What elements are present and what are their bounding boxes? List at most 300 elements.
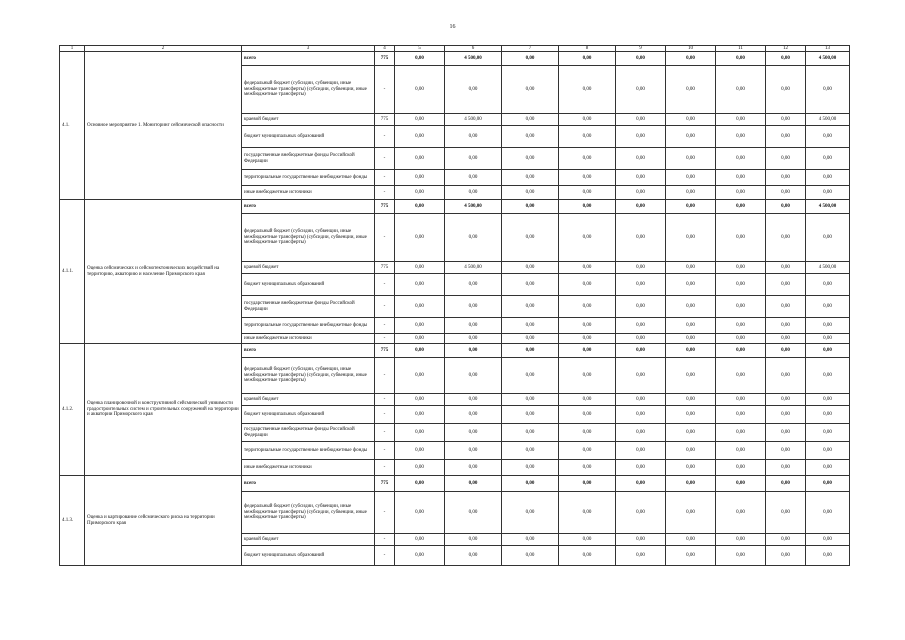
grbs-code: 775 (375, 476, 395, 492)
amount-cell: 0,00 (806, 274, 850, 296)
amount-cell: 0,00 (559, 492, 616, 534)
row-number: 4.1.1. (60, 200, 85, 344)
funding-source: территориальные государственные внебюджетные фонды (242, 442, 375, 460)
amount-cell: 0,00 (716, 334, 766, 344)
grbs-code: 775 (375, 262, 395, 274)
amount-cell: 0,00 (502, 52, 559, 66)
amount-cell: 0,00 (616, 344, 666, 358)
amount-cell: 0,00 (395, 52, 445, 66)
amount-cell: 0,00 (559, 358, 616, 394)
amount-cell: 0,00 (445, 460, 502, 476)
header-cell: 8 (559, 46, 616, 52)
amount-cell: 0,00 (445, 546, 502, 566)
amount-cell: 0,00 (395, 296, 445, 318)
amount-cell: 4 500,00 (806, 200, 850, 214)
grbs-code: - (375, 358, 395, 394)
amount-cell: 0,00 (395, 274, 445, 296)
funding-source: краевой бюджет (242, 394, 375, 406)
amount-cell: 0,00 (395, 406, 445, 424)
grbs-code: - (375, 126, 395, 148)
amount-cell: 0,00 (716, 200, 766, 214)
funding-source: федеральный бюджет (субсидии, субвенции, иные межбюджетные трансферты) (субсидии, субвенции, иные межбюджетные трансферты) (242, 492, 375, 534)
funding-source: бюджет муниципальных образований (242, 406, 375, 424)
amount-cell: 0,00 (445, 274, 502, 296)
budget-table (59, 45, 850, 566)
amount-cell: 0,00 (502, 126, 559, 148)
header-cell: 13 (806, 46, 850, 52)
amount-cell: 0,00 (716, 214, 766, 262)
amount-cell: 4 500,00 (806, 114, 850, 126)
amount-cell: 0,00 (716, 170, 766, 186)
amount-cell: 0,00 (716, 476, 766, 492)
amount-cell: 0,00 (559, 214, 616, 262)
amount-cell: 0,00 (766, 52, 806, 66)
funding-source: всего (242, 476, 375, 492)
amount-cell: 0,00 (666, 170, 716, 186)
amount-cell: 0,00 (445, 318, 502, 334)
grbs-code: - (375, 148, 395, 170)
amount-cell: 0,00 (616, 148, 666, 170)
amount-cell: 0,00 (766, 406, 806, 424)
amount-cell: 4 500,00 (445, 114, 502, 126)
amount-cell: 0,00 (666, 424, 716, 442)
amount-cell: 0,00 (559, 318, 616, 334)
amount-cell: 0,00 (666, 358, 716, 394)
funding-source: бюджет муниципальных образований (242, 546, 375, 566)
header-cell: 5 (395, 46, 445, 52)
amount-cell: 0,00 (559, 52, 616, 66)
amount-cell: 0,00 (666, 442, 716, 460)
amount-cell: 0,00 (559, 114, 616, 126)
header-cell: 9 (616, 46, 666, 52)
header-cell: 7 (502, 46, 559, 52)
amount-cell: 0,00 (445, 424, 502, 442)
amount-cell: 0,00 (716, 262, 766, 274)
amount-cell: 0,00 (559, 394, 616, 406)
amount-cell: 0,00 (716, 460, 766, 476)
amount-cell: 0,00 (445, 334, 502, 344)
amount-cell: 0,00 (806, 492, 850, 534)
amount-cell: 0,00 (716, 358, 766, 394)
amount-cell: 0,00 (395, 460, 445, 476)
amount-cell: 0,00 (502, 534, 559, 546)
amount-cell: 0,00 (806, 170, 850, 186)
amount-cell: 0,00 (502, 262, 559, 274)
row-number: 4.1.3. (60, 476, 85, 566)
amount-cell: 0,00 (445, 170, 502, 186)
amount-cell: 0,00 (666, 534, 716, 546)
amount-cell: 0,00 (395, 66, 445, 114)
amount-cell: 0,00 (806, 424, 850, 442)
funding-source: бюджет муниципальных образований (242, 274, 375, 296)
amount-cell: 0,00 (445, 148, 502, 170)
amount-cell: 0,00 (559, 126, 616, 148)
amount-cell: 0,00 (716, 126, 766, 148)
header-cell: 6 (445, 46, 502, 52)
header-cell: 10 (666, 46, 716, 52)
amount-cell: 0,00 (616, 424, 666, 442)
amount-cell: 0,00 (666, 492, 716, 534)
amount-cell: 0,00 (445, 126, 502, 148)
amount-cell: 0,00 (395, 358, 445, 394)
funding-source: краевой бюджет (242, 262, 375, 274)
amount-cell: 0,00 (806, 546, 850, 566)
header-cell: 4 (375, 46, 395, 52)
amount-cell: 0,00 (766, 296, 806, 318)
amount-cell: 0,00 (616, 460, 666, 476)
amount-cell: 0,00 (445, 186, 502, 200)
funding-source: федеральный бюджет (субсидии, субвенции, иные межбюджетные трансферты) (субсидии, субвенции, иные межбюджетные трансферты) (242, 214, 375, 262)
amount-cell: 0,00 (806, 442, 850, 460)
row-number: 4.1. (60, 52, 85, 200)
amount-cell: 0,00 (766, 262, 806, 274)
activity-name: Оценка планировочной и конструктивной сейсмической уязвимости градостроительных систем и строительных сооружений на территории и акватории Приморского края (85, 344, 242, 476)
grbs-code: - (375, 460, 395, 476)
amount-cell: 0,00 (616, 492, 666, 534)
grbs-code: - (375, 214, 395, 262)
amount-cell: 0,00 (445, 442, 502, 460)
funding-source: всего (242, 344, 375, 358)
amount-cell: 0,00 (502, 214, 559, 262)
amount-cell: 0,00 (559, 262, 616, 274)
amount-cell: 0,00 (502, 442, 559, 460)
amount-cell: 0,00 (616, 334, 666, 344)
amount-cell: 0,00 (559, 476, 616, 492)
amount-cell: 0,00 (395, 214, 445, 262)
amount-cell: 0,00 (666, 52, 716, 66)
amount-cell: 0,00 (806, 534, 850, 546)
amount-cell: 0,00 (616, 296, 666, 318)
amount-cell: 0,00 (716, 52, 766, 66)
amount-cell: 0,00 (559, 200, 616, 214)
amount-cell: 0,00 (766, 318, 806, 334)
amount-cell: 0,00 (445, 358, 502, 394)
activity-name: Основное мероприятие 1. Мониторинг сейсмической опасности (85, 52, 242, 200)
amount-cell: 0,00 (806, 344, 850, 358)
grbs-code: - (375, 394, 395, 406)
amount-cell: 0,00 (445, 394, 502, 406)
amount-cell: 0,00 (559, 274, 616, 296)
amount-cell: 0,00 (502, 358, 559, 394)
amount-cell: 0,00 (616, 358, 666, 394)
funding-source: территориальные государственные внебюджетные фонды (242, 170, 375, 186)
amount-cell: 0,00 (502, 460, 559, 476)
amount-cell: 0,00 (766, 476, 806, 492)
amount-cell: 0,00 (716, 344, 766, 358)
amount-cell: 0,00 (616, 126, 666, 148)
amount-cell: 0,00 (616, 318, 666, 334)
amount-cell: 0,00 (445, 66, 502, 114)
amount-cell: 0,00 (616, 214, 666, 262)
amount-cell: 4 500,00 (806, 52, 850, 66)
amount-cell: 0,00 (395, 318, 445, 334)
amount-cell: 0,00 (806, 214, 850, 262)
amount-cell: 0,00 (502, 66, 559, 114)
amount-cell: 0,00 (666, 148, 716, 170)
amount-cell: 4 500,00 (445, 52, 502, 66)
amount-cell: 0,00 (806, 476, 850, 492)
amount-cell: 0,00 (395, 534, 445, 546)
amount-cell: 0,00 (445, 344, 502, 358)
amount-cell: 0,00 (395, 262, 445, 274)
amount-cell: 0,00 (666, 200, 716, 214)
amount-cell: 0,00 (716, 296, 766, 318)
amount-cell: 0,00 (666, 186, 716, 200)
amount-cell: 0,00 (502, 114, 559, 126)
amount-cell: 0,00 (502, 492, 559, 534)
amount-cell: 0,00 (616, 476, 666, 492)
amount-cell: 0,00 (716, 66, 766, 114)
amount-cell: 0,00 (666, 274, 716, 296)
amount-cell: 0,00 (445, 476, 502, 492)
amount-cell: 0,00 (806, 296, 850, 318)
amount-cell: 0,00 (806, 460, 850, 476)
amount-cell: 0,00 (766, 424, 806, 442)
table-row (60, 52, 850, 66)
funding-source: федеральный бюджет (субсидии, субвенции, иные межбюджетные трансферты) (субсидии, субвенции, иные межбюджетные трансферты) (242, 358, 375, 394)
amount-cell: 0,00 (766, 170, 806, 186)
grbs-code: - (375, 534, 395, 546)
amount-cell: 0,00 (766, 126, 806, 148)
grbs-code: - (375, 334, 395, 344)
amount-cell: 0,00 (766, 394, 806, 406)
amount-cell: 0,00 (395, 344, 445, 358)
amount-cell: 0,00 (502, 334, 559, 344)
funding-source: иные внебюджетные источники (242, 334, 375, 344)
amount-cell: 0,00 (716, 424, 766, 442)
amount-cell: 0,00 (766, 460, 806, 476)
amount-cell: 0,00 (395, 394, 445, 406)
amount-cell: 0,00 (559, 534, 616, 546)
amount-cell: 0,00 (766, 200, 806, 214)
amount-cell: 0,00 (559, 334, 616, 344)
grbs-code: - (375, 318, 395, 334)
amount-cell: 0,00 (559, 406, 616, 424)
amount-cell: 0,00 (395, 126, 445, 148)
grbs-code: - (375, 66, 395, 114)
funding-source: краевой бюджет (242, 534, 375, 546)
amount-cell: 0,00 (766, 148, 806, 170)
amount-cell: 0,00 (502, 424, 559, 442)
amount-cell: 0,00 (716, 534, 766, 546)
funding-source: краевой бюджет (242, 114, 375, 126)
amount-cell: 0,00 (716, 406, 766, 424)
amount-cell: 0,00 (666, 334, 716, 344)
funding-source: территориальные государственные внебюджетные фонды (242, 318, 375, 334)
table-row (60, 344, 850, 358)
amount-cell: 0,00 (502, 476, 559, 492)
row-number: 4.1.2. (60, 344, 85, 476)
amount-cell: 0,00 (766, 492, 806, 534)
amount-cell: 0,00 (395, 186, 445, 200)
funding-source: государственные внебюджетные фонды Российской Федерации (242, 296, 375, 318)
amount-cell: 0,00 (616, 442, 666, 460)
amount-cell: 0,00 (445, 214, 502, 262)
amount-cell: 0,00 (395, 442, 445, 460)
amount-cell: 0,00 (766, 546, 806, 566)
funding-source: всего (242, 200, 375, 214)
amount-cell: 0,00 (502, 148, 559, 170)
amount-cell: 0,00 (806, 186, 850, 200)
amount-cell: 0,00 (395, 546, 445, 566)
amount-cell: 0,00 (766, 442, 806, 460)
amount-cell: 0,00 (666, 318, 716, 334)
amount-cell: 0,00 (502, 394, 559, 406)
amount-cell: 0,00 (806, 66, 850, 114)
amount-cell: 0,00 (616, 52, 666, 66)
amount-cell: 0,00 (766, 344, 806, 358)
amount-cell: 0,00 (559, 186, 616, 200)
funding-source: государственные внебюджетные фонды Российской Федерации (242, 424, 375, 442)
amount-cell: 0,00 (395, 492, 445, 534)
amount-cell: 0,00 (666, 214, 716, 262)
amount-cell: 0,00 (766, 214, 806, 262)
amount-cell: 0,00 (666, 406, 716, 424)
amount-cell: 4 500,00 (806, 262, 850, 274)
funding-source: иные внебюджетные источники (242, 460, 375, 476)
table-body (60, 46, 850, 566)
amount-cell: 0,00 (616, 406, 666, 424)
table-row (60, 476, 850, 492)
amount-cell: 0,00 (806, 318, 850, 334)
amount-cell: 0,00 (616, 262, 666, 274)
amount-cell: 0,00 (766, 534, 806, 546)
amount-cell: 0,00 (716, 318, 766, 334)
amount-cell: 0,00 (395, 114, 445, 126)
amount-cell: 0,00 (716, 186, 766, 200)
amount-cell: 0,00 (766, 114, 806, 126)
amount-cell: 0,00 (666, 344, 716, 358)
amount-cell: 0,00 (616, 200, 666, 214)
amount-cell: 0,00 (666, 262, 716, 274)
amount-cell: 0,00 (666, 66, 716, 114)
amount-cell: 0,00 (766, 358, 806, 394)
grbs-code: 775 (375, 344, 395, 358)
amount-cell: 0,00 (559, 296, 616, 318)
amount-cell: 4 500,00 (445, 200, 502, 214)
grbs-code: - (375, 296, 395, 318)
funding-source: иные внебюджетные источники (242, 186, 375, 200)
amount-cell: 0,00 (666, 126, 716, 148)
amount-cell: 0,00 (502, 546, 559, 566)
amount-cell: 0,00 (616, 546, 666, 566)
amount-cell: 0,00 (395, 334, 445, 344)
amount-cell: 0,00 (616, 534, 666, 546)
amount-cell: 0,00 (445, 534, 502, 546)
amount-cell: 0,00 (766, 274, 806, 296)
amount-cell: 0,00 (806, 334, 850, 344)
header-cell: 3 (242, 46, 375, 52)
activity-name: Оценка и картирование сейсмического риска на территории Приморского края (85, 476, 242, 566)
amount-cell: 0,00 (616, 394, 666, 406)
amount-cell: 0,00 (559, 344, 616, 358)
page-number: 16 (449, 24, 456, 30)
amount-cell: 0,00 (806, 148, 850, 170)
grbs-code: - (375, 170, 395, 186)
amount-cell: 0,00 (666, 460, 716, 476)
amount-cell: 0,00 (666, 546, 716, 566)
amount-cell: 0,00 (616, 114, 666, 126)
amount-cell: 0,00 (502, 318, 559, 334)
amount-cell: 0,00 (559, 424, 616, 442)
amount-cell: 0,00 (395, 424, 445, 442)
amount-cell: 0,00 (666, 114, 716, 126)
amount-cell: 0,00 (445, 296, 502, 318)
amount-cell: 0,00 (445, 492, 502, 534)
grbs-code: - (375, 186, 395, 200)
grbs-code: - (375, 546, 395, 566)
amount-cell: 0,00 (395, 170, 445, 186)
amount-cell: 0,00 (616, 170, 666, 186)
amount-cell: 0,00 (559, 460, 616, 476)
amount-cell: 0,00 (395, 476, 445, 492)
amount-cell: 0,00 (559, 170, 616, 186)
amount-cell: 0,00 (716, 148, 766, 170)
header-cell: 1 (60, 46, 85, 52)
amount-cell: 0,00 (616, 274, 666, 296)
grbs-code: - (375, 274, 395, 296)
amount-cell: 0,00 (806, 126, 850, 148)
amount-cell: 0,00 (502, 200, 559, 214)
grbs-code: - (375, 406, 395, 424)
amount-cell: 0,00 (559, 546, 616, 566)
amount-cell: 0,00 (806, 358, 850, 394)
header-cell: 11 (716, 46, 766, 52)
amount-cell: 0,00 (766, 334, 806, 344)
funding-source: бюджет муниципальных образований (242, 126, 375, 148)
grbs-code: - (375, 424, 395, 442)
grbs-code: - (375, 492, 395, 534)
amount-cell: 0,00 (716, 546, 766, 566)
amount-cell: 0,00 (716, 492, 766, 534)
amount-cell: 0,00 (559, 148, 616, 170)
amount-cell: 0,00 (766, 186, 806, 200)
amount-cell: 0,00 (502, 406, 559, 424)
amount-cell: 0,00 (666, 296, 716, 318)
amount-cell: 0,00 (616, 66, 666, 114)
amount-cell: 0,00 (559, 66, 616, 114)
header-cell: 2 (85, 46, 242, 52)
header-cell: 12 (766, 46, 806, 52)
amount-cell: 0,00 (502, 344, 559, 358)
amount-cell: 0,00 (502, 274, 559, 296)
amount-cell: 4 500,00 (445, 262, 502, 274)
amount-cell: 0,00 (445, 406, 502, 424)
amount-cell: 0,00 (716, 394, 766, 406)
activity-name: Оценка сейсмических и сейсмотектонических воздействий на территорию, акваторию и население Приморского края (85, 200, 242, 344)
amount-cell: 0,00 (616, 186, 666, 200)
amount-cell: 0,00 (502, 296, 559, 318)
grbs-code: 775 (375, 114, 395, 126)
grbs-code: 775 (375, 52, 395, 66)
amount-cell: 0,00 (716, 442, 766, 460)
amount-cell: 0,00 (806, 406, 850, 424)
amount-cell: 0,00 (395, 200, 445, 214)
grbs-code: 775 (375, 200, 395, 214)
amount-cell: 0,00 (395, 148, 445, 170)
amount-cell: 0,00 (766, 66, 806, 114)
amount-cell: 0,00 (502, 170, 559, 186)
funding-source: государственные внебюджетные фонды Российской Федерации (242, 148, 375, 170)
amount-cell: 0,00 (559, 442, 616, 460)
amount-cell: 0,00 (666, 394, 716, 406)
grbs-code: - (375, 442, 395, 460)
table-row (60, 200, 850, 214)
amount-cell: 0,00 (666, 476, 716, 492)
amount-cell: 0,00 (716, 274, 766, 296)
amount-cell: 0,00 (716, 114, 766, 126)
funding-source: всего (242, 52, 375, 66)
